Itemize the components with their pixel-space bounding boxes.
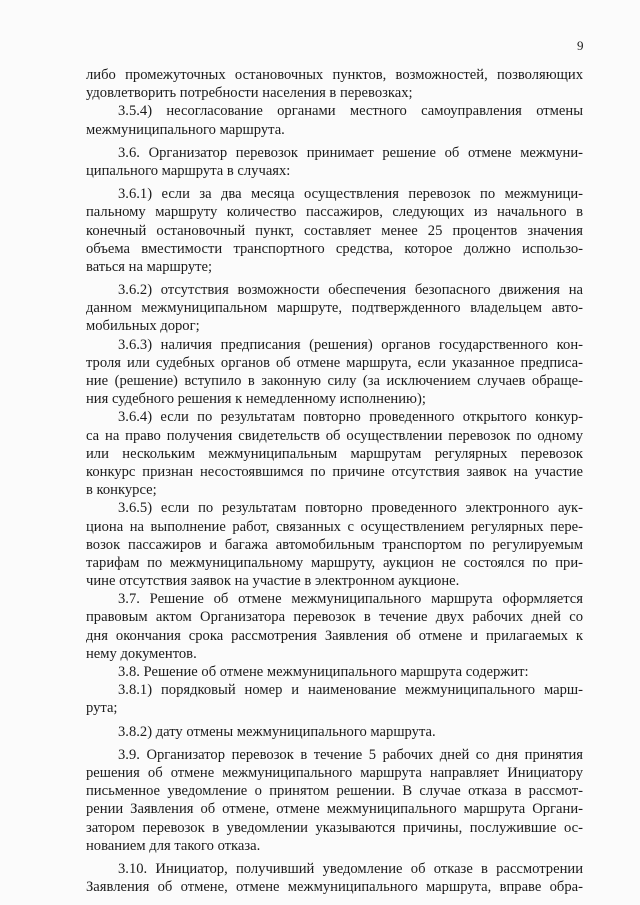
text-line: циона на выполнение работ, связанных с осуществлением регулярных пере-: [86, 518, 583, 535]
text-line: затором перевозок в уведомлении указываются причины, послужившие ос-: [86, 819, 583, 836]
text-line: 3.7. Решение об отмене межмуниципального маршрута оформляется: [118, 591, 583, 608]
text-line: в конкурсе;: [86, 482, 157, 499]
document-body: [86, 66, 583, 896]
paragraph: [86, 663, 583, 681]
text-line: 3.6. Организатор перевозок принимает решение об отмене межмуни-: [118, 144, 583, 161]
text-line: конкурс признан несостоявшимся по причине отсутствия заявок на участие: [86, 463, 583, 480]
text-line: Заявления об отмене, отмене межмуниципального маршрута, вправе обра-: [86, 879, 583, 896]
paragraph: [86, 66, 583, 102]
text-line: пальному маршруту количество пассажиров, следующих из начального в: [86, 204, 583, 221]
paragraph: [86, 860, 583, 896]
text-line: нему документов.: [86, 645, 197, 662]
text-line: решения об отмене межмуниципального маршрута направляет Инициатору: [86, 764, 583, 781]
text-line: троля или судебных органов об отмене маршрута, если указанное предписа-: [86, 354, 583, 371]
text-line: ние (решение) вступило в законную силу (за исключением случаев обраще-: [86, 373, 583, 389]
text-line: правовым актом Организатора перевозок в течение двух рабочих дней со: [86, 609, 583, 626]
text-line: 3.8. Решение об отмене межмуниципального маршрута содержит:: [118, 664, 529, 680]
text-line: са на право получения свидетельств об осуществлении перевозок по одному: [86, 427, 583, 444]
paragraph: [86, 408, 583, 499]
paragraph: [86, 144, 583, 180]
text-line: возок пассажиров и багажа автомобильным транспортом по регулируемым: [86, 536, 583, 553]
paragraph: [86, 681, 583, 717]
text-line: 3.8.1) порядковый номер и наименование межмуниципального марш-: [118, 682, 583, 699]
paragraph: [86, 281, 583, 336]
text-line: письменное уведомление о принятом решении. В случае отказа в рассмот-: [86, 783, 583, 800]
text-line: 3.8.2) дату отмены межмуниципального маршрута.: [118, 723, 436, 740]
text-line: мобильных дорог;: [86, 318, 200, 335]
paragraph: [86, 102, 583, 138]
text-line: чине отсутствия заявок на участие в электронном аукционе.: [86, 573, 460, 590]
text-line: конечный остановочный пункт, составляет менее 25 процентов значения: [86, 222, 583, 239]
text-line: либо промежуточных остановочных пунктов, возможностей, позволяющих: [86, 67, 583, 83]
text-line: 3.6.3) наличия предписания (решения) органов государственного кон-: [118, 336, 583, 353]
paragraph: [86, 185, 583, 276]
text-line: рении Заявления об отмене, отмене межмуниципального маршрута Органи-: [86, 801, 583, 818]
text-line: 3.6.1) если за два месяца осуществления перевозок по межмуници-: [118, 186, 583, 203]
text-line: объема вместимости транспортного средства, которое должно использо-: [86, 240, 583, 257]
paragraph: [86, 499, 583, 590]
text-line: дня окончания срока рассмотрения Заявления об отмене и прилагаемых к: [86, 627, 583, 644]
page-number: 9: [577, 38, 584, 53]
text-line: 3.9. Организатор перевозок в течение 5 рабочих дней со дня принятия: [118, 746, 583, 763]
paragraph: [86, 746, 583, 855]
text-line: межмуниципального маршрута.: [86, 121, 285, 138]
text-line: ваться на маршруте;: [86, 258, 213, 275]
text-line: 3.6.2) отсутствия возможности обеспечения безопасного движения на: [118, 282, 583, 299]
paragraph: [86, 336, 583, 409]
text-line: или нескольким межмуниципальным маршрутам регулярных перевозок: [86, 445, 583, 462]
text-line: удовлетворить потребности населения в перевозках;: [86, 85, 413, 102]
text-line: ципального маршрута в случаях:: [86, 162, 291, 179]
text-line: данном межмуниципальном маршруте, подтвержденного владельцем авто-: [86, 300, 583, 317]
paragraph: [86, 590, 583, 663]
text-line: тарифам по межмуниципальному маршруту, аукцион не состоялся по при-: [86, 554, 583, 571]
text-line: ния судебного решения к немедленному исполнению);: [86, 391, 426, 408]
text-line: 3.6.4) если по результатам повторно проведенного открытого конкур-: [118, 409, 583, 426]
text-line: 3.5.4) несогласование органами местного самоуправления отмены: [118, 103, 583, 120]
text-line: 3.10. Инициатор, получивший уведомление об отказе в рассмотрении: [118, 860, 583, 877]
paragraph: [86, 723, 583, 741]
text-line: рута;: [86, 700, 118, 717]
text-line: нованием для такого отказа.: [86, 837, 261, 854]
text-line: 3.6.5) если по результатам повторно проведенного электронного аук-: [118, 500, 583, 517]
